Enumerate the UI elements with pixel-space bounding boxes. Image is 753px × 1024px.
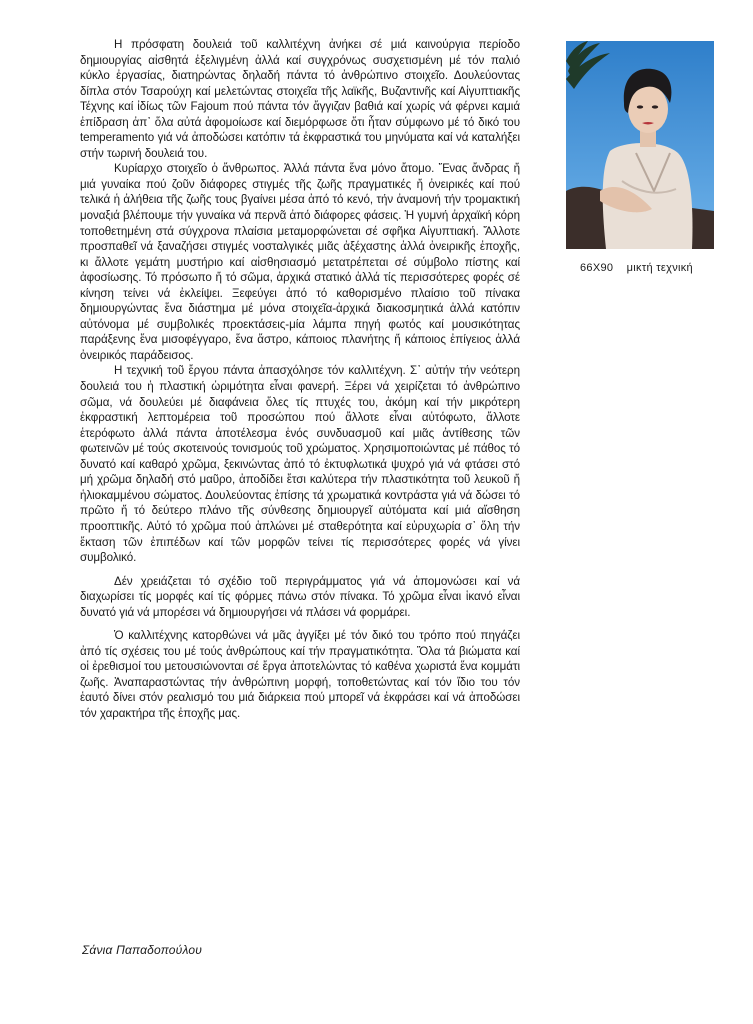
article-paragraph-3: Η τεχνική τοῦ ἔργου πάντα ἀπασχόλησε τόν καλλιτέχνη. Σ᾽ αὐτήν τήν νεότερη δουλειά του ἡ πλαστική ὡριμότητα εἶναι φανερή. Ξέρει νά χειρίζεται τό ἀνθρώπινο σῶμα, νά δουλεύει μέ διαφάνεια ὅλες τίς πτυχές του, ἀκόμη καί τήν μικρότερη ἐκφραστική λεπτομέρεια τοῦ προσώπου πού ἄλλοτε εἶναι αὐτόφωτο, ἄλλοτε ἑτερόφωτο ἀλλά πάντα ἀποτέλεσμα ἑνός συνδυασμοῦ καί μιᾶς ἀντίθεσης τῶν φωτεινῶν μέ τούς σκοτεινούς τονισμούς τοῦ χρώματος. Χρησιμοποιώντας μέ πάθος τό δυνατό καί καθαρό χρῶμα, ξεκινώντας ἀπό τό ἐκτυφλωτικά ψυχρό γιά νά φτάσει στό μή χρῶμα δηλαδή στό μαῦρο, ἀποδίδει ἔτσι καλύτερα τήν πλαστικότητα τοῦ λευκοῦ ἤ ἡλιοκαμμένου σώματος. Δουλεύοντας ἐπίσης τά χρωματικά κοντράστα γιά νά δώσει τό πρῶτο ἤ τό δεύτερο πλάνο τῆς σύνθεσης δημιουργεῖ αὐτόματα καί μιά αἴσθηση προοπτικῆς. Αὐτό τό χρῶμα πού ἁπλώνει μέ σταθερότητα καί εὐρυχωρία σ᾽ ὅλη τήν ἔκταση τῶν ἐπιπέδων καί τῶν μορφῶν τείνει τίς περισσότερες φορές νά γίνει συμβολικό. [80,364,520,565]
article-paragraph-1: Η πρόσφατη δουλειά τοῦ καλλιτέχνη ἀνήκει σέ μιά καινούργια περίοδο δημιουργίας αἰσθητά ἐξελιγμένη ἀλλά καί συγχρόνως συσχετισμένη μέ τόν παλιό κύκλο ἐργασίας, διατηρώντας δηλαδή πάντα τό ἀνθρώπινο στοιχεῖο. Δουλεύοντας δίπλα στόν Τσαρούχη καί μελετώντας στοιχεῖα τῆς λαϊκῆς, Βυζαντινῆς καί Αἰγυπτιακῆς Τέχνης καί ἰδίως τῶν Fajoum πού πάντα τόν ἄγγιζαν βαθιά καί χωρίς νά φέρνει καμιά ἐπίδραση ἀπ᾽ ὅλα αὐτά ἀφομοίωσε καί διεμόρφωσε ὅτι ἦταν σύμφωνο μέ τό δικό του temperamento γιά νά ἀποδώσει κατόπιν τά ἐκφραστικά του μηνύματα καί νά καταλήξει στήν τωρινή δουλειά του. [80,38,520,160]
author-signature: Σάνια Παπαδοπούλου [82,943,203,957]
painting-image [566,41,714,249]
article-paragraph-2: Κυρίαρχο στοιχεῖο ὁ ἄνθρωπος. Ἀλλά πάντα ἕνα μόνο ἄτομο. Ἕνας ἄνδρας ἤ μιά γυναίκα πού ζοῦν διάφορες στιγμές τῆς ζωῆς πραγματικές ἤ ὀνειρικές καί πού τελικά ἡ ἀλήθεια τῆς ζωῆς τους βγαίνει μέσα ἀπό τό κενό, τήν ἀναμονή τήν τρομακτική μοναξιά βλέπουμε τήν γυναίκα νά περνᾶ ἀπό διάφορες φάσεις. Ἡ γυμνή ἀρχαϊκή κόρη τοποθετημένη στά σύγχρονα πλαίσια μεταμορφώνεται σέ σφῆκα Αἰγυπτιακή. Ἄλλοτε προσπαθεῖ νά ξαναζήσει στιγμές νοσταλγικές μιᾶς ἀξέχαστης ἀλλά ὀνειρικῆς ἐποχῆς, κι ἄλλοτε γεμάτη μυστήριο καί αἰσθησιασμό μετατρέπεται σέ σύμβολο πίστης καί ἀφοσίωσης. Τό πρόσωπο ἤ τό σῶμα, ἀρχικά στατικό ἀλλά τίς περισσότερες φορές σέ κίνηση τείνει νά ἐκλείψει. Ξεφεύγει ἀπό τό καθορισμένο πλαίσιο τοῦ πίνακα δημιουργώντας ἕνα διάστημα μέ μόνα στοιχεῖα-ἀρχικά διακοσμητικά ἀλλά κατόπιν αὐτόνομα μέ συμβολικές προεκτάσεις-μία λάμπα πηγή φωτός καί μουσικότητας παράξενης ἕνα μισοφέγγαρο, ἕνα ἄστρο, κάποιος πλανήτης ἤ κάποιος ἐπίγειος ἀλλά ὀνειρικός παράδεισος. [80,162,520,362]
article-paragraph-5: Ὁ καλλιτέχνης κατορθώνει νά μᾶς ἀγγίξει μέ τόν δικό του τρόπο πού πηγάζει ἀπό τίς σχέσεις του μέ τούς ἀνθρώπους καί τήν πραγματικότητα. Ὅλα τά βιώματα καί οἱ ἐρεθισμοί του μετουσιώνονται σέ ἔργα ἀποτελώντας τό καθένα χωριστά ἕνα κομμάτι ζωῆς. Ἀναπαραστώντας τήν ἀνθρώπινη μορφή, τοποθετώντας καί τόν ἴδιο του τόν ἑαυτό δίνει στόν ρεαλισμό του μιά διάρκεια πού μπορεῖ νά ἐκφράσει καί νά ἀποδώσει τόν χαρακτήρα τῆς ἐποχῆς μας. [80,629,520,720]
article-paragraph-4: Δέν χρειάζεται τό σχέδιο τοῦ περιγράμματος γιά νά ἀπομονώσει καί νά διαχωρίσει τίς μορφές καί τίς φόρμες πάνω στόν πίνακα. Τό χρῶμα εἶναι ἱκανό εἶναι δυνατό γιά νά μπορέσει νά δημιουργήσει νά πλάσει νά φορμάρει. [80,574,520,619]
article-body [80,37,520,722]
caption-medium: μικτή τεχνική [626,262,693,274]
painting-caption [580,262,740,274]
painting-illustration [566,41,714,249]
caption-size: 66X90 [580,262,614,274]
